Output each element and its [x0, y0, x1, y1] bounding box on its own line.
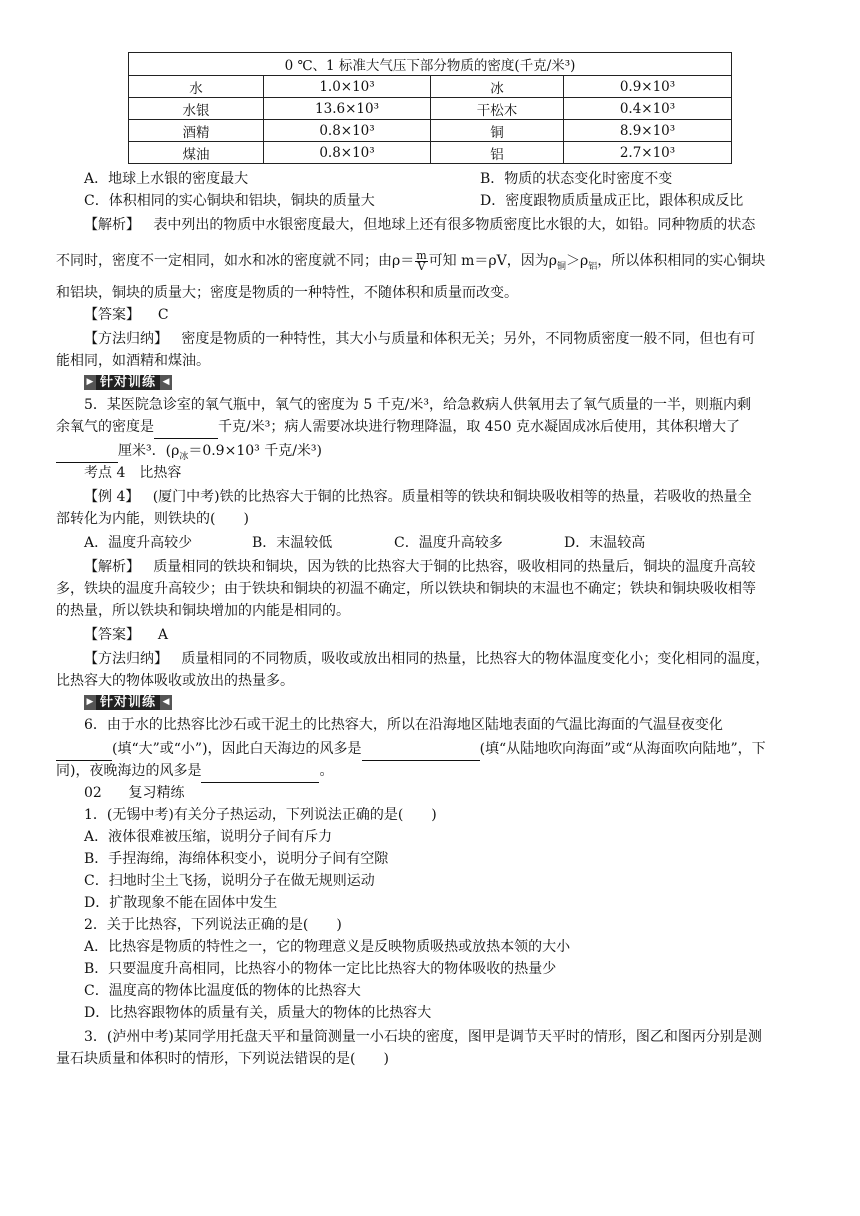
- play-arrow-icon: ▶: [84, 375, 96, 390]
- density-formula-fraction: [415, 248, 427, 273]
- back-arrow-icon: ◀: [160, 375, 172, 390]
- p6-line3: [56, 760, 808, 783]
- ex4-method-line2: 比热容大的物体吸收或放出的热量多。: [56, 673, 294, 689]
- question-text: ＝0.9×10³ 千克/米³): [188, 443, 322, 459]
- analysis-tag: 【解析】: [84, 217, 140, 233]
- answer-tag: 【答案】: [84, 307, 140, 323]
- option-c: C．体积相同的实心铜块和铝块，铜块的质量大: [84, 193, 375, 209]
- r3-line2: 量石块质量和体积时的情形，下列说法错误的是( ): [56, 1051, 389, 1067]
- question-text: (填“大”或“小”)，因此白天海边的风多是: [112, 741, 362, 757]
- fraction-numerator: m: [416, 248, 427, 262]
- option-d: D．密度跟物质质量成正比，跟体积成反比: [480, 193, 744, 209]
- ex4-analysis-line2: 多，铁块的温度升高较少；由于铁块和铜块的初温不确定，所以铁块和铜块的末温也不确定；铁块和铜块吸收相等: [56, 581, 756, 597]
- play-arrow-icon: ▶: [84, 695, 96, 710]
- fill-blank[interactable]: [362, 738, 480, 761]
- review-heading: [84, 782, 836, 804]
- analysis-text: ＞ρ: [565, 253, 589, 269]
- r1-option-c: C．扫地时尘土飞扬，说明分子在做无规则运动: [84, 873, 375, 889]
- ex4-method-line1: [84, 648, 836, 670]
- option-b: B．物质的状态变化时密度不变: [480, 171, 673, 187]
- table-row: [129, 98, 732, 120]
- subscript: 铝: [588, 261, 598, 272]
- fill-blank[interactable]: [56, 440, 118, 463]
- section-title: 复习精练: [128, 785, 185, 801]
- analysis-text: 表中列出的物质中水银密度最大，但地球上还有很多物质密度比水银的大，如铅。同种物质的状态: [153, 217, 756, 233]
- method-tag: 【方法归纳】: [84, 651, 168, 667]
- r1-option-d: D．扩散现象不能在固体中发生: [84, 895, 278, 911]
- question-text: 同)，夜晚海边的风多是: [56, 763, 202, 779]
- table-cell: 铜: [431, 120, 564, 142]
- table-row: [129, 120, 732, 142]
- q4-analysis-line3: 和铝块，铜块的质量大；密度是物质的一种特性，不随体积和质量而改变。: [56, 285, 518, 301]
- table-cell: 酒精: [129, 120, 264, 142]
- option-d: D．末温较高: [564, 535, 646, 551]
- analysis-text: 不同时，密度不一定相同，如水和冰的密度就不同；由ρ＝: [56, 253, 415, 269]
- answer-value: A: [157, 627, 168, 643]
- q4-analysis-line1: [84, 214, 836, 236]
- method-tag: 【方法归纳】: [84, 331, 168, 347]
- r1-option-b: B．手捏海绵，海绵体积变小，说明分子间有空隙: [84, 851, 389, 867]
- r3-line1: 3．(泸州中考)某同学用托盘天平和量筒测量一小石块的密度，图甲是调节天平时的情形，图乙和图丙分别是测: [84, 1029, 762, 1045]
- q4-analysis-line2: [56, 250, 808, 278]
- q4-method-line2: 能相同，如酒精和煤油。: [56, 353, 210, 369]
- ex4-line2: 部转化为内能，则铁块的( ): [56, 511, 249, 527]
- table-cell: 0.8×10³: [264, 120, 431, 142]
- table-caption: 0 ℃、1 标准大气压下部分物质的密度(千克/米³): [129, 53, 732, 76]
- r1-stem: 1．(无锡中考)有关分子热运动，下列说法正确的是( ): [84, 807, 437, 823]
- option-a: A．地球上水银的密度最大: [84, 171, 249, 187]
- answer-tag: 【答案】: [84, 627, 140, 643]
- subscript: 冰: [179, 451, 189, 462]
- fill-blank[interactable]: [201, 760, 319, 783]
- q4-options-row2: [84, 190, 836, 212]
- banner-label: 针对训练: [96, 375, 160, 390]
- table-cell: 0.8×10³: [264, 142, 431, 164]
- r2-option-a: A．比热容是物质的特性之一，它的物理意义是反映物质吸热或放热本领的大小: [84, 939, 571, 955]
- subscript: 铜: [556, 261, 566, 272]
- question-text: 。: [319, 763, 334, 779]
- table-cell: 2.7×10³: [564, 142, 732, 164]
- table-cell: 冰: [431, 76, 564, 98]
- answer-value: C: [157, 307, 169, 323]
- method-text: 质量相同的不同物质，吸收或放出相同的热量，比热容大的物体温度变化小；变化相同的温度，: [181, 651, 770, 667]
- fill-blank[interactable]: [154, 416, 218, 439]
- practice-banner: [84, 694, 172, 711]
- p6-line2: [56, 738, 808, 761]
- p5-line2: [56, 416, 808, 439]
- fraction-denominator: V: [417, 259, 426, 273]
- option-c: C．温度升高较多: [394, 535, 503, 551]
- ex4-analysis-line1: [84, 556, 836, 578]
- ex4-options: [84, 532, 836, 554]
- question-text: 厘米³．(ρ: [118, 443, 180, 459]
- table-cell: 0.4×10³: [564, 98, 732, 120]
- q4-options-row1: [84, 168, 836, 190]
- question-text: (填“从陆地吹向海面”或“从海面吹向陆地”，下: [479, 741, 766, 757]
- table-cell: 水银: [129, 98, 264, 120]
- ex4-line1: [84, 486, 836, 508]
- option-a: A．温度升高较少: [84, 535, 193, 551]
- question-text: 余氧气的密度是: [56, 419, 154, 435]
- analysis-text: ，所以体积相同的实心铜块: [597, 253, 766, 269]
- fill-blank[interactable]: [56, 738, 112, 761]
- table-cell: 8.9×10³: [564, 120, 732, 142]
- r2-option-c: C．温度高的物体比温度低的物体的比热容大: [84, 983, 361, 999]
- r1-option-a: A．液体很难被压缩，说明分子间有斥力: [84, 829, 333, 845]
- question-text: (厦门中考)铁的比热容大于铜的比热容。质量相等的铁块和铜块吸收相等的热量，若吸收的热量全: [152, 489, 752, 505]
- table-cell: 煤油: [129, 142, 264, 164]
- table-cell: 13.6×10³: [264, 98, 431, 120]
- method-text: 密度是物质的一种特性，其大小与质量和体积无关；另外，不同物质密度一般不同，但也有可: [181, 331, 756, 347]
- ex4-analysis-line3: 的热量，所以铁块和铜块增加的内能是相同的。: [56, 603, 350, 619]
- ex4-answer: [84, 624, 836, 646]
- section-number: 02: [84, 785, 102, 801]
- table-cell: 铝: [431, 142, 564, 164]
- option-b: B．末温较低: [252, 535, 333, 551]
- table-row: [129, 142, 732, 164]
- table-cell: 1.0×10³: [264, 76, 431, 98]
- back-arrow-icon: ◀: [160, 695, 172, 710]
- keypoint-4-heading: 考点 4 比热容: [84, 465, 182, 481]
- analysis-text: 可知 m＝ρV，因为ρ: [428, 253, 557, 269]
- q4-method-line1: [84, 328, 836, 350]
- table-cell: 0.9×10³: [564, 76, 732, 98]
- table-row: [129, 76, 732, 98]
- p6-line1: 6．由于水的比热容比沙石或干泥土的比热容大，所以在沿海地区陆地表面的气温比海面的气温昼夜变化: [84, 717, 723, 733]
- analysis-tag: 【解析】: [84, 559, 140, 575]
- r2-option-d: D．比热容跟物体的质量有关，质量大的物体的比热容大: [84, 1005, 432, 1021]
- practice-banner: [84, 374, 172, 391]
- analysis-text: 质量相同的铁块和铜块，因为铁的比热容大于铜的比热容，吸收相同的热量后，铜块的温度升高较: [153, 559, 756, 575]
- density-table: [128, 52, 732, 164]
- table-cell: 水: [129, 76, 264, 98]
- q4-answer: [84, 304, 836, 326]
- r2-option-b: B．只要温度升高相同，比热容小的物体一定比比热容大的物体吸收的热量少: [84, 961, 557, 977]
- table-cell: 干松木: [431, 98, 564, 120]
- r2-stem: 2．关于比热容，下列说法正确的是( ): [84, 917, 342, 933]
- question-text: 千克/米³；病人需要冰块进行物理降温，取 450 克水凝固成冰后使用，其体积增大了: [218, 419, 740, 435]
- example-tag: 【例 4】: [84, 489, 140, 505]
- p5-line1: 5．某医院急诊室的氧气瓶中，氧气的密度为 5 千克/米³，给急救病人供氧用去了氧气质量的一半，则瓶内剩: [84, 397, 752, 413]
- banner-label: 针对训练: [96, 695, 160, 710]
